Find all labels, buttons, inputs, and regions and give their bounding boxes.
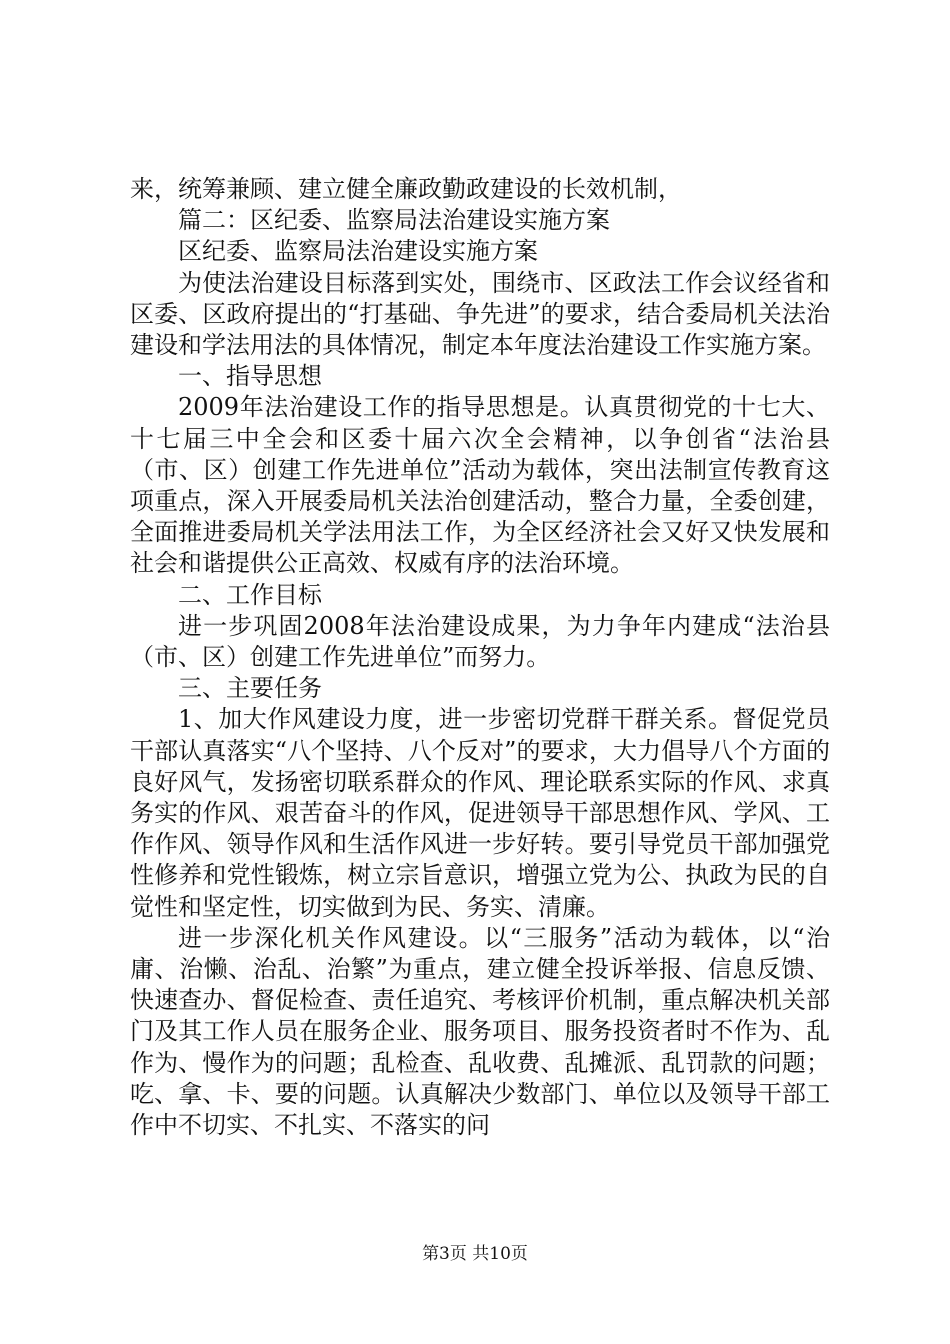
paragraph-guiding-thought: 2009年法治建设工作的指导思想是。认真贯彻党的十七大、十七届三中全会和区委十届六次全会精神，以争创省“法治县（市、区）创建工作先进单位”活动为载体，突出法制宣传教育这项重点，深入开展委局机关法治创建活动，整合力量，全委创建，全面推进委局机关学法用法工作，为全区经济社会又好又快发展和社会和谐提供公正高效、权威有序的法治环境。 [130,393,830,578]
page-number: 第3页 共10页 [422,1244,528,1264]
paragraph-1: 来，统筹兼顾、建立健全廉政勤政建设的长效机制， [130,175,682,203]
paragraph-task-one-continued: 进一步深化机关作风建设。以“三服务”活动为载体，以“治庸、治懒、治乱、治繁”为重点，建立健全投诉举报、信息反馈、快速查办、督促检查、责任追究、考核评价机制，重点解决机关部门及其工作人员在服务企业、服务项目、服务投资者时不作为、乱作为、慢作为的问题；乱检查、乱收费、乱摊派、乱罚款的问题；吃、拿、卡、要的问题。认真解决少数部门、单位以及领导干部工作中不切实、不扎实、不落实的问 [130,923,830,1140]
paragraph-intro: 为使法治建设目标落到实处，围绕市、区政法工作会议经省和区委、区政府提出的“打基础、争先进”的要求，结合委局机关法治建设和学法用法的具体情况，制定本年度法治建设工作实施方案。 [130,268,830,360]
heading-main-tasks: 三、主要任务 [178,674,322,703]
heading-work-goal: 二、工作目标 [178,580,322,609]
section-heading-article-two: 篇二：区纪委、监察局法治建设实施方案 [178,206,610,235]
paragraph-work-goal: 进一步巩固2008年法治建设成果，为力争年内建成“法治县（市、区）创建工作先进单位”而努力。 [130,611,830,672]
document-body [130,174,830,1141]
page-footer [0,1243,950,1265]
heading-guiding-thought: 一、指导思想 [178,362,322,391]
document-title: 区纪委、监察局法治建设实施方案 [178,237,538,266]
paragraph-task-one: 1、加大作风建设力度，进一步密切党群干群关系。督促党员干部认真落实“八个坚持、八个反对”的要求，大力倡导八个方面的良好风气，发扬密切联系群众的作风、理论联系实际的作风、求真务实的作风、艰苦奋斗的作风，促进领导干部思想作风、学风、工作作风、领导作风和生活作风进一步好转。要引导党员干部加强党性修养和党性锻炼，树立宗旨意识，增强立党为公、执政为民的自觉性和坚定性，切实做到为民、务实、清廉。 [130,705,830,921]
